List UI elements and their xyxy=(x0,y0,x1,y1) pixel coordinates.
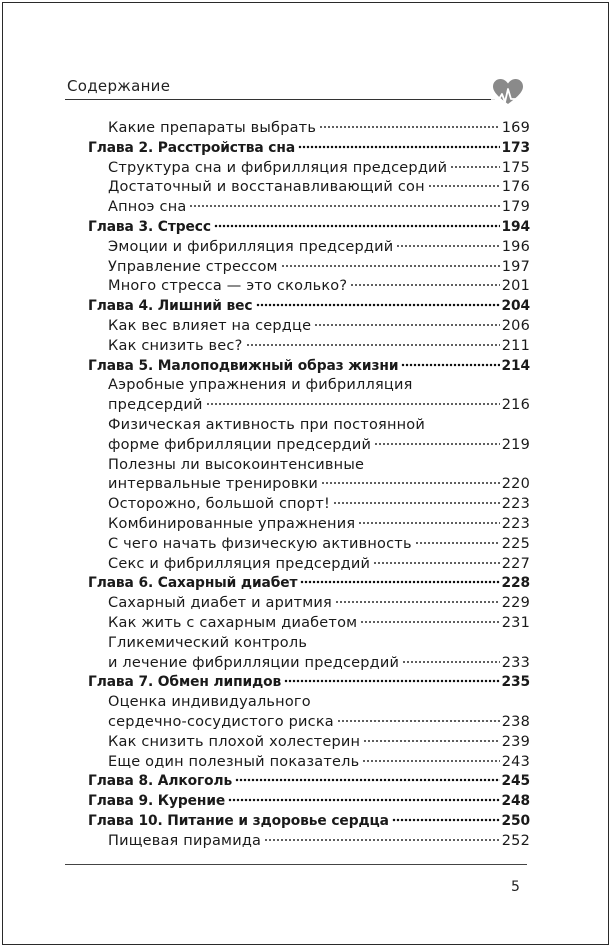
toc-chapter-entry[interactable] xyxy=(88,218,530,238)
toc-entry-label: Как снизить плохой холестерин xyxy=(108,733,361,750)
header-rule xyxy=(65,99,495,100)
dot-leader xyxy=(396,238,499,248)
toc-entry-first-line xyxy=(88,416,530,436)
dot-leader xyxy=(401,357,499,367)
toc-section-entry[interactable] xyxy=(88,654,530,674)
heart-pulse-icon xyxy=(491,77,525,107)
dot-leader xyxy=(360,614,499,624)
toc-chapter-entry[interactable] xyxy=(88,357,530,377)
book-page xyxy=(2,2,609,945)
dot-leader xyxy=(281,258,500,268)
dot-leader xyxy=(450,159,499,169)
dot-leader xyxy=(373,555,500,565)
toc-chapter-entry[interactable] xyxy=(88,673,530,693)
toc-entry-label: Глава 2. Расстройства сна xyxy=(88,139,296,156)
toc-entry-label: интервальные тренировки xyxy=(108,476,319,493)
table-of-contents xyxy=(88,119,530,851)
dot-leader xyxy=(256,297,500,307)
toc-entry-label: Структура сна и фибрилляция предсердий xyxy=(108,159,448,176)
toc-entry-label: Глава 8. Алкоголь xyxy=(88,773,233,790)
toc-entry-label: С чего начать физическую активность xyxy=(108,535,412,552)
toc-entry-label: Глава 4. Лишний вес xyxy=(88,298,253,315)
toc-chapter-entry[interactable] xyxy=(88,772,530,792)
toc-entry-page: 214 xyxy=(501,357,530,374)
toc-chapter-entry[interactable] xyxy=(88,139,530,159)
toc-chapter-entry[interactable] xyxy=(88,297,530,317)
toc-entry-label: Гликемический контроль xyxy=(108,634,308,651)
toc-section-entry[interactable] xyxy=(88,535,530,555)
toc-entry-label: Много стресса — это сколько? xyxy=(108,278,348,295)
dot-leader xyxy=(374,436,500,446)
toc-entry-label: Глава 10. Питание и здоровье сердца xyxy=(88,812,389,829)
toc-section-entry[interactable] xyxy=(88,396,530,416)
dot-leader xyxy=(363,733,500,743)
toc-entry-page: 223 xyxy=(501,515,530,532)
toc-entry-label: Глава 7. Обмен липидов xyxy=(88,674,282,691)
toc-entry-page: 220 xyxy=(501,476,530,493)
toc-section-entry[interactable] xyxy=(88,713,530,733)
toc-chapter-entry[interactable] xyxy=(88,812,530,832)
toc-entry-page: 219 xyxy=(501,436,530,453)
toc-entry-page: 228 xyxy=(501,575,530,592)
toc-entry-label: Полезны ли высокоинтенсивные xyxy=(108,456,365,473)
dot-leader xyxy=(362,753,499,763)
toc-entry-page: 216 xyxy=(501,397,530,414)
toc-entry-page: 229 xyxy=(501,595,530,612)
toc-entry-page: 194 xyxy=(501,218,530,235)
toc-entry-label: Апноэ сна xyxy=(108,199,187,216)
toc-section-entry[interactable] xyxy=(88,594,530,614)
dot-leader xyxy=(314,317,499,327)
toc-chapter-entry[interactable] xyxy=(88,792,530,812)
dot-leader xyxy=(358,515,499,525)
toc-entry-first-line xyxy=(88,376,530,396)
dot-leader xyxy=(246,337,500,347)
running-header xyxy=(65,77,527,107)
toc-entry-page: 197 xyxy=(501,258,530,275)
toc-entry-page: 227 xyxy=(501,555,530,572)
footer-rule xyxy=(65,864,527,865)
toc-entry-label: сердечно-сосудистого риска xyxy=(108,713,334,730)
toc-section-entry[interactable] xyxy=(88,753,530,773)
toc-section-entry[interactable] xyxy=(88,515,530,535)
toc-entry-label: Физическая активность при постоянной xyxy=(108,416,425,433)
toc-entry-page: 169 xyxy=(501,120,530,136)
toc-entry-label: предсердий xyxy=(108,397,203,414)
toc-entry-label: Комбинированные упражнения xyxy=(108,515,356,532)
dot-leader xyxy=(214,218,500,228)
toc-chapter-entry[interactable] xyxy=(88,574,530,594)
toc-section-entry[interactable] xyxy=(88,317,530,337)
toc-entry-label: Секс и фибрилляция предсердий xyxy=(108,555,371,572)
toc-entry-page: 175 xyxy=(501,159,530,176)
dot-leader xyxy=(298,139,499,149)
toc-section-entry[interactable] xyxy=(88,337,530,357)
toc-entry-label: Глава 5. Малоподвижный образ жизни xyxy=(88,357,399,374)
toc-entry-page: 173 xyxy=(501,139,530,156)
toc-entry-page: 245 xyxy=(501,773,530,790)
dot-leader xyxy=(189,198,499,208)
toc-entry-page: 233 xyxy=(501,654,530,671)
toc-entry-label: Глава 3. Стресс xyxy=(88,218,211,235)
toc-entry-page: 201 xyxy=(501,278,530,295)
toc-entry-label: Пищевая пирамида xyxy=(108,832,262,849)
toc-entry-page: 243 xyxy=(501,753,530,770)
toc-entry-label: Глава 9. Курение xyxy=(88,793,226,810)
dot-leader xyxy=(319,119,500,129)
toc-entry-first-line xyxy=(88,456,530,476)
dot-leader xyxy=(284,673,499,683)
toc-entry-label: Глава 6. Сахарный диабет xyxy=(88,575,298,592)
page-number: 5 xyxy=(511,879,520,895)
dot-leader xyxy=(337,713,500,723)
dot-leader xyxy=(206,396,500,406)
toc-entry-label: форме фибрилляции предсердий xyxy=(108,436,372,453)
toc-section-entry[interactable] xyxy=(88,178,530,198)
toc-entry-page: 235 xyxy=(501,674,530,691)
toc-section-entry[interactable] xyxy=(88,277,530,297)
toc-section-entry[interactable] xyxy=(88,832,530,852)
dot-leader xyxy=(333,495,500,505)
toc-section-entry[interactable] xyxy=(88,614,530,634)
toc-entry-label: Оценка индивидуального xyxy=(108,694,311,711)
toc-entry-label: Как снизить вес? xyxy=(108,337,243,354)
toc-entry-label: Как жить с сахарным диабетом xyxy=(108,614,358,631)
running-header-title: Содержание xyxy=(67,77,171,95)
toc-entry-page: 204 xyxy=(501,298,530,315)
toc-entry-page: 248 xyxy=(501,793,530,810)
toc-entry-page: 238 xyxy=(501,713,530,730)
toc-section-entry[interactable] xyxy=(88,733,530,753)
toc-entry-label: Эмоции и фибрилляция предсердий xyxy=(108,238,394,255)
toc-entry-label: Аэробные упражнения и фибрилляция xyxy=(108,377,413,394)
toc-entry-page: 252 xyxy=(501,832,530,849)
toc-section-entry[interactable] xyxy=(88,119,530,139)
toc-entry-page: 206 xyxy=(501,317,530,334)
toc-section-entry[interactable] xyxy=(88,475,530,495)
dot-leader xyxy=(335,594,500,604)
toc-entry-label: Достаточный и восстанавливающий сон xyxy=(108,179,425,196)
toc-section-entry[interactable] xyxy=(88,159,530,179)
dot-leader xyxy=(428,178,500,188)
dot-leader xyxy=(415,535,500,545)
toc-entry-page: 179 xyxy=(501,199,530,216)
toc-entry-page: 225 xyxy=(501,535,530,552)
dot-leader xyxy=(235,772,499,782)
toc-section-entry[interactable] xyxy=(88,495,530,515)
toc-entry-page: 223 xyxy=(501,496,530,513)
dot-leader xyxy=(392,812,500,822)
toc-entry-label: Осторожно, большой спорт! xyxy=(108,496,330,513)
toc-entry-label: Еще один полезный показатель xyxy=(108,753,360,770)
dot-leader xyxy=(228,792,499,802)
toc-entry-page: 239 xyxy=(501,733,530,750)
toc-section-entry[interactable] xyxy=(88,555,530,575)
toc-entry-label: Сахарный диабет и аритмия xyxy=(108,595,332,612)
toc-entry-page: 196 xyxy=(501,238,530,255)
toc-section-entry[interactable] xyxy=(88,436,530,456)
toc-entry-label: Какие препараты выбрать xyxy=(108,120,317,136)
toc-entry-page: 250 xyxy=(501,812,530,829)
dot-leader xyxy=(402,654,500,664)
dot-leader xyxy=(321,475,500,485)
toc-entry-page: 176 xyxy=(501,179,530,196)
toc-entry-label: Как вес влияет на сердце xyxy=(108,317,312,334)
dot-leader xyxy=(300,574,499,584)
toc-entry-page: 231 xyxy=(501,614,530,631)
toc-entry-first-line xyxy=(88,634,530,654)
toc-entry-first-line xyxy=(88,693,530,713)
toc-entry-page: 211 xyxy=(501,337,530,354)
dot-leader xyxy=(264,832,500,842)
toc-entry-label: Управление стрессом xyxy=(108,258,278,275)
toc-section-entry[interactable] xyxy=(88,198,530,218)
toc-section-entry[interactable] xyxy=(88,258,530,278)
toc-entry-label: и лечение фибрилляции предсердий xyxy=(108,654,400,671)
toc-section-entry[interactable] xyxy=(88,238,530,258)
dot-leader xyxy=(350,277,499,287)
